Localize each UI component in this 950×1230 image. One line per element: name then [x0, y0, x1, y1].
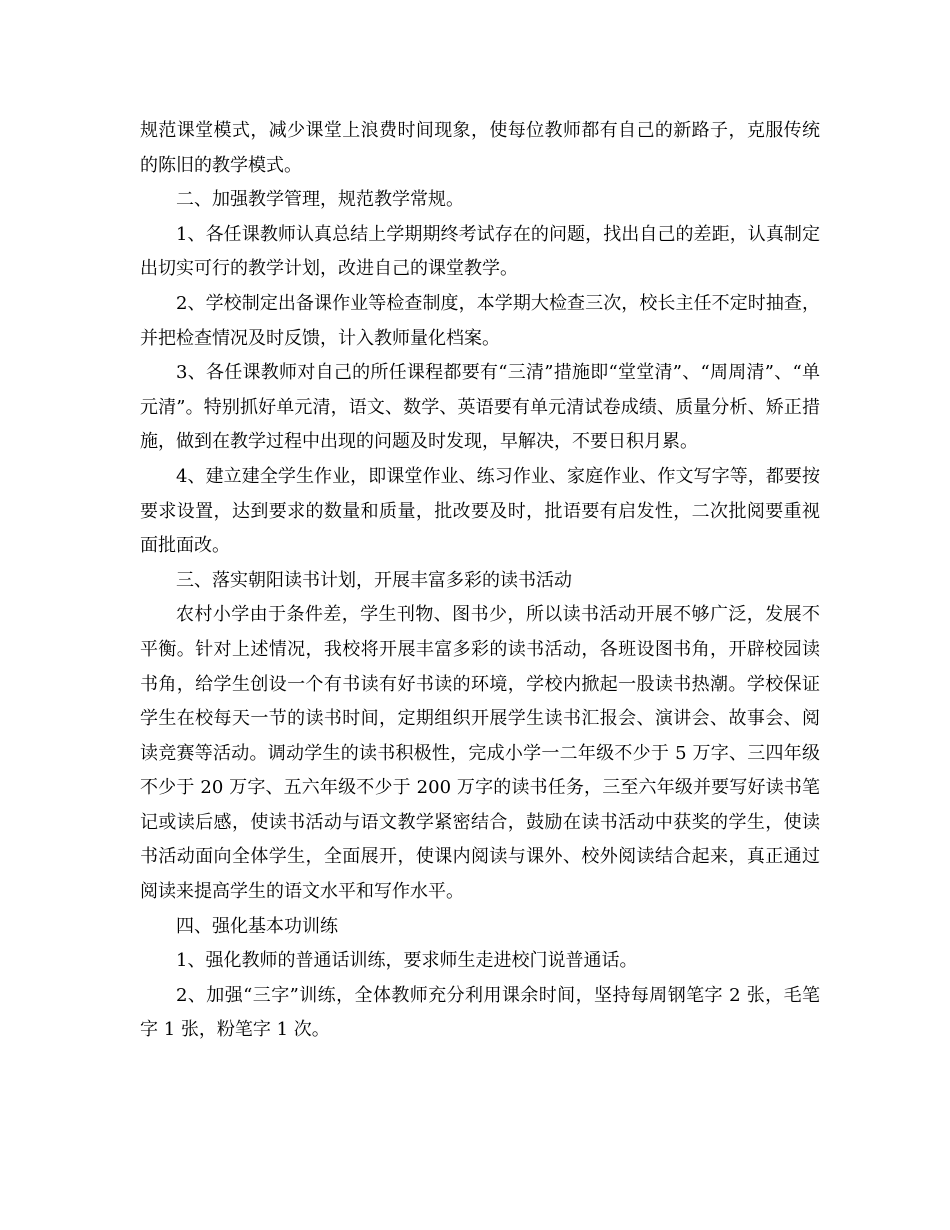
paragraph-reading-activities: 农村小学由于条件差，学生刊物、图书少，所以读书活动开展不够广泛，发展不平衡。针对上述情况，我校将开展丰富多彩的读书活动，各班设图书角，开辟校园读书角，给学生创设一个有书读有好书读的环境，学校内掀起一股读书热潮。学校保证学生在校每天一节的读书时间，定期组织开展学生读书汇报会、演讲会、故事会、阅读竞赛等活动。调动学生的读书积极性，完成小学一二年级不少于 5 万字、三四年级不少于 20 万字、五六年级不少于 200 万字的读书任务，三至六年级并要写好读书笔记或读后感，使读书活动与语文教学紧密结合，鼓励在读书活动中获奖的学生，使读书活动面向全体学生，全面展开，使课内阅读与课外、校外阅读结合起来，真正通过阅读来提高学生的语文水平和写作水平。 — [140, 604, 820, 903]
section-heading-4: 四、强化基本功训练 — [176, 915, 338, 937]
document-body — [140, 114, 820, 1048]
paragraph-item-2-4: 4、建立建全学生作业，即课堂作业、练习作业、家庭作业、作文写字等，都要按要求设置，达到要求的数量和质量，批改要及时，批语要有启发性，二次批阅要重视面批面改。 — [140, 465, 820, 557]
paragraph-continuation: 规范课堂模式，减少课堂上浪费时间现象，使每位教师都有自己的新路子，克服传统的陈旧的教学模式。 — [140, 120, 820, 176]
paragraph-item-2-2: 2、学校制定出备课作业等检查制度，本学期大检查三次，校长主任不定时抽查，并把检查情况及时反馈，计入教师量化档案。 — [140, 292, 820, 349]
paragraph-item-2-1: 1、各任课教师认真总结上学期期终考试存在的问题，找出自己的差距，认真制定出切实可行的教学计划，改进自己的课堂教学。 — [140, 223, 820, 280]
section-heading-2: 二、加强教学管理，规范教学常规。 — [176, 189, 464, 211]
paragraph-item-4-2: 2、加强“三字”训练，全体教师充分利用课余时间，坚持每周钢笔字 2 张，毛笔字 1 张，粉笔字 1 次。 — [140, 984, 820, 1041]
paragraph-item-4-1: 1、强化教师的普通话训练，要求师生走进校门说普通话。 — [176, 950, 638, 972]
paragraph-item-2-3: 3、各任课教师对自己的所任课程都要有“三清”措施即“堂堂清”、“周周清”、“单元清”。特别抓好单元清，语文、数学、英语要有单元清试卷成绩、质量分析、矫正措施，做到在教学过程中出现的问题及时发现，早解决，不要日积月累。 — [140, 362, 820, 453]
section-heading-3: 三、落实朝阳读书计划，开展丰富多彩的读书活动 — [176, 569, 572, 591]
